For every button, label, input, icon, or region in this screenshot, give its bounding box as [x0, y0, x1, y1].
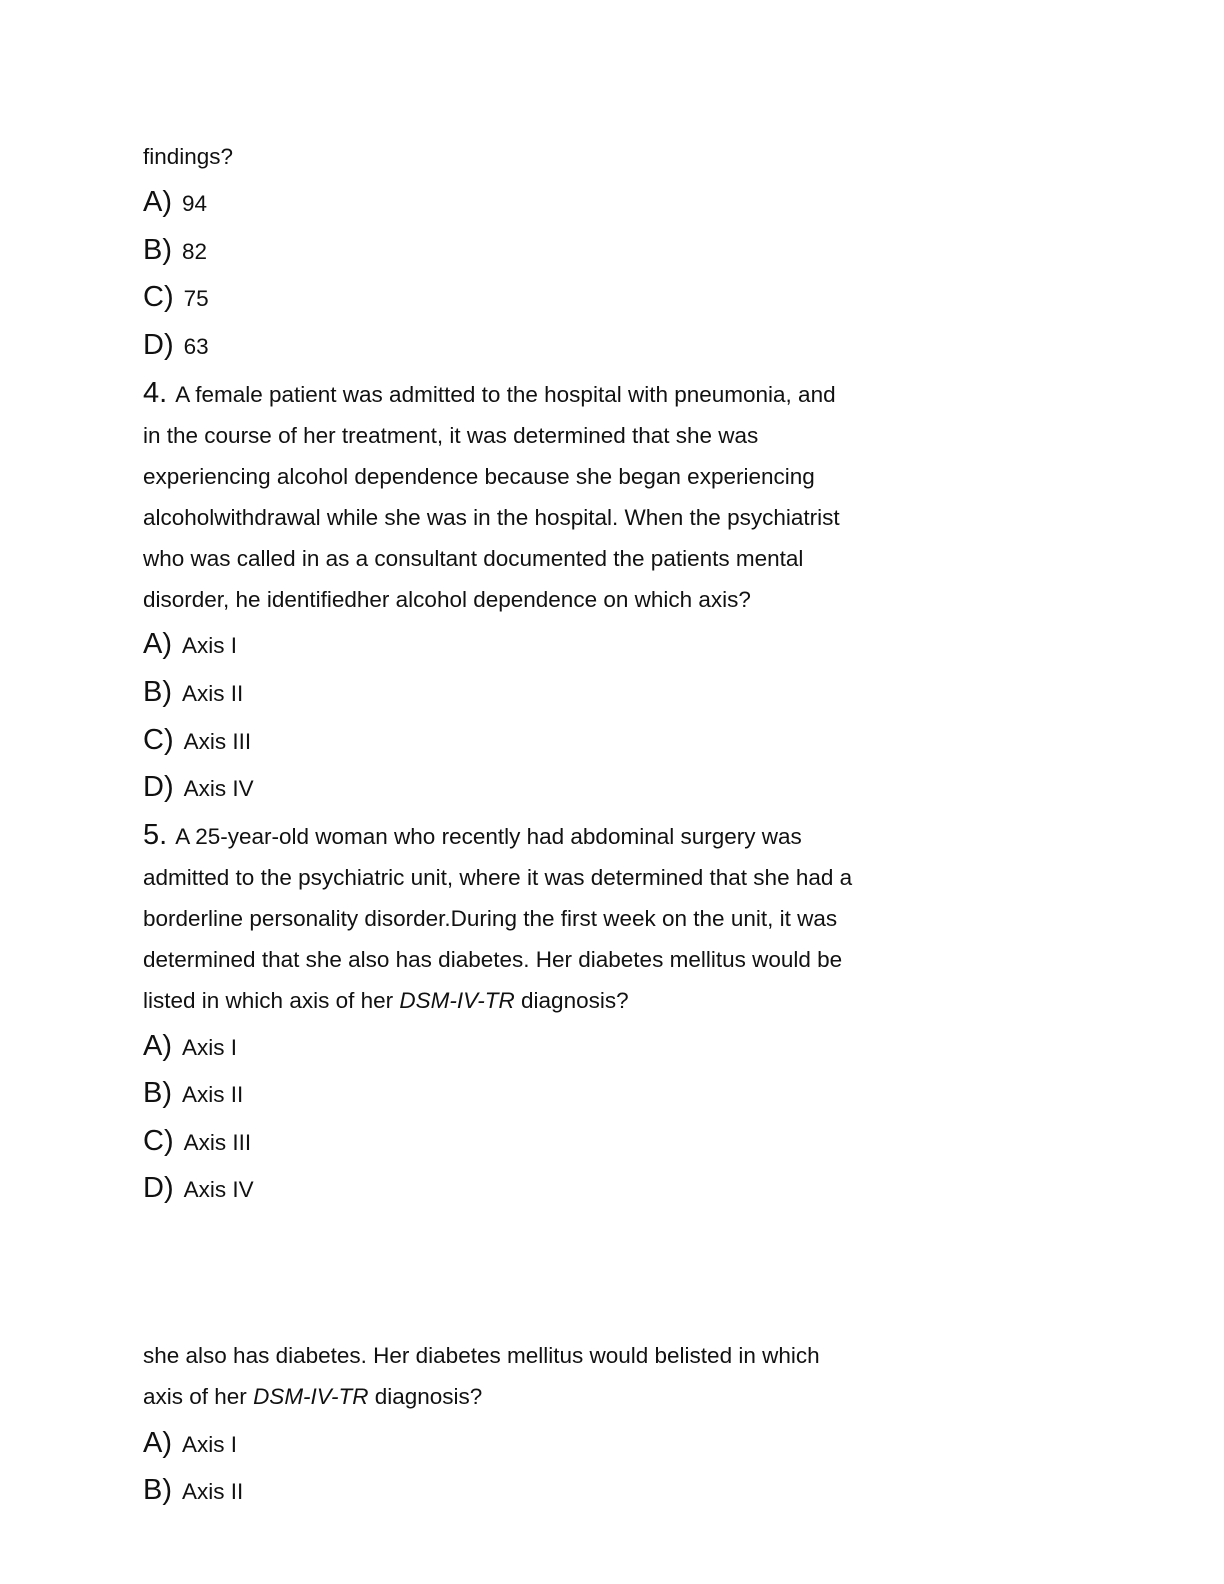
- question-text: A female patient was admitted to the hospital with pneumonia, and: [175, 382, 836, 407]
- repeat-line-2: [143, 1383, 482, 1411]
- repeat-option-b: [143, 1476, 243, 1506]
- q3-option-c: [143, 283, 209, 313]
- option-letter: D): [143, 1172, 174, 1204]
- dsm-title: DSM-IV-TR: [253, 1384, 369, 1409]
- question-text: diagnosis?: [368, 1384, 483, 1409]
- option-text: 63: [183, 334, 209, 359]
- option-text: Axis III: [183, 729, 252, 754]
- q3-option-a: [143, 188, 207, 218]
- q4-option-a: [143, 630, 237, 660]
- option-letter: B): [143, 676, 172, 708]
- question-5-line-4: determined that she also has diabetes. Her diabetes mellitus would be: [143, 947, 843, 972]
- question-4-line-2: in the course of her treatment, it was determined that she was: [143, 423, 759, 448]
- option-text: 82: [182, 239, 208, 264]
- option-letter: D): [143, 329, 174, 361]
- question-5-line-2: admitted to the psychiatric unit, where it was determined that she had a: [143, 865, 853, 890]
- option-text: Axis IV: [183, 1177, 254, 1202]
- option-text: Axis II: [182, 1082, 244, 1107]
- repeat-option-a: [143, 1429, 237, 1459]
- question-4-line-5: who was called in as a consultant documented the patients mental: [143, 546, 804, 571]
- question-5-line-3: borderline personality disorder.During the first week on the unit, it was: [143, 906, 838, 931]
- q3-option-d: [143, 331, 209, 361]
- option-letter: B): [143, 1474, 172, 1506]
- option-letter: A): [143, 186, 172, 218]
- option-letter: B): [143, 1077, 172, 1109]
- question-text: A 25-year-old woman who recently had abdominal surgery was: [175, 824, 802, 849]
- option-text: Axis IV: [183, 776, 254, 801]
- question-4-line-3: experiencing alcohol dependence because she began experiencing: [143, 464, 815, 489]
- option-text: Axis II: [182, 681, 244, 706]
- option-text: Axis I: [182, 1035, 238, 1060]
- option-letter: A): [143, 628, 172, 660]
- question-text: axis of her: [143, 1384, 254, 1409]
- q5-option-b: [143, 1079, 243, 1109]
- q4-option-d: [143, 773, 254, 803]
- question-4-line-6: disorder, he identifiedher alcohol dependence on which axis?: [143, 587, 751, 612]
- option-text: Axis III: [183, 1130, 252, 1155]
- question-5-line-5: [143, 987, 629, 1015]
- q5-option-c: [143, 1127, 251, 1157]
- option-letter: D): [143, 771, 174, 803]
- dsm-title: DSM-IV-TR: [399, 988, 515, 1013]
- q4-option-b: [143, 678, 243, 708]
- option-text: 94: [182, 191, 208, 216]
- option-letter: C): [143, 1125, 174, 1157]
- question-3-tail: findings?: [143, 144, 234, 169]
- option-text: 75: [183, 286, 209, 311]
- option-letter: C): [143, 724, 174, 756]
- question-5-line-1: [143, 821, 802, 851]
- question-4-line-1: [143, 379, 836, 409]
- option-letter: A): [143, 1427, 172, 1459]
- option-text: Axis II: [182, 1479, 244, 1504]
- question-4-line-4: alcoholwithdrawal while she was in the hospital. When the psychiatrist: [143, 505, 840, 530]
- question-number: 5.: [143, 819, 168, 851]
- option-text: Axis I: [182, 633, 238, 658]
- q4-option-c: [143, 726, 251, 756]
- q5-option-d: [143, 1174, 254, 1204]
- option-letter: C): [143, 281, 174, 313]
- option-letter: B): [143, 234, 172, 266]
- question-number: 4.: [143, 377, 168, 409]
- option-text: Axis I: [182, 1432, 238, 1457]
- option-letter: A): [143, 1030, 172, 1062]
- q3-option-b: [143, 236, 207, 266]
- q5-option-a: [143, 1032, 237, 1062]
- repeat-line-1: she also has diabetes. Her diabetes mellitus would belisted in which: [143, 1343, 820, 1368]
- question-text: diagnosis?: [514, 988, 629, 1013]
- question-text: listed in which axis of her: [143, 988, 400, 1013]
